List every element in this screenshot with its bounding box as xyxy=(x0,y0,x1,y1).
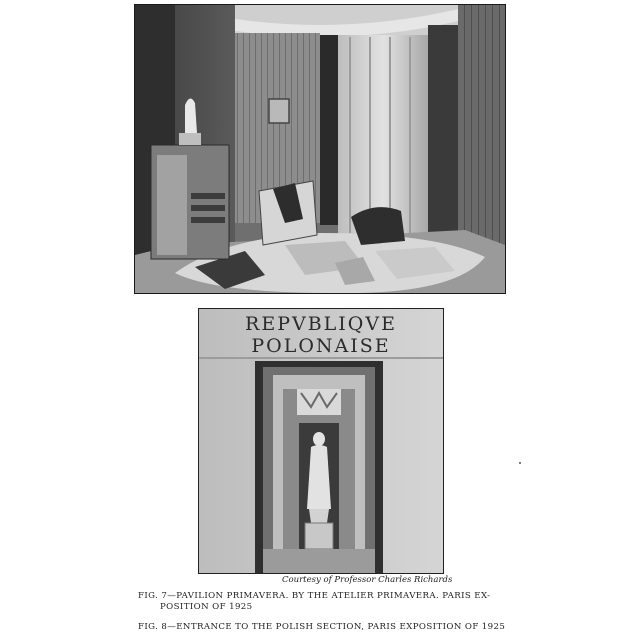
caption-fig8: FIG. 8—ENTRANCE TO THE POLISH SECTION, PARIS EXPOSITION OF 1925 xyxy=(138,622,506,632)
caption-fig7-line2: POSITION OF 1925 xyxy=(160,602,253,612)
figure-8-photo xyxy=(198,308,444,574)
inscription-republique: REPVBLIQVE xyxy=(245,313,397,335)
figure-7-photo xyxy=(134,4,506,294)
pavilion-interior-image xyxy=(135,5,505,293)
print-speck xyxy=(519,462,521,464)
caption-fig7-line1: FIG. 7—PAVILION PRIMAVERA. BY THE ATELIER PRIMAVERA. PARIS EX- xyxy=(138,591,491,601)
photo-credit: Courtesy of Professor Charles Richards xyxy=(282,575,453,585)
inscription-polonaise: POLONAISE xyxy=(251,335,391,357)
